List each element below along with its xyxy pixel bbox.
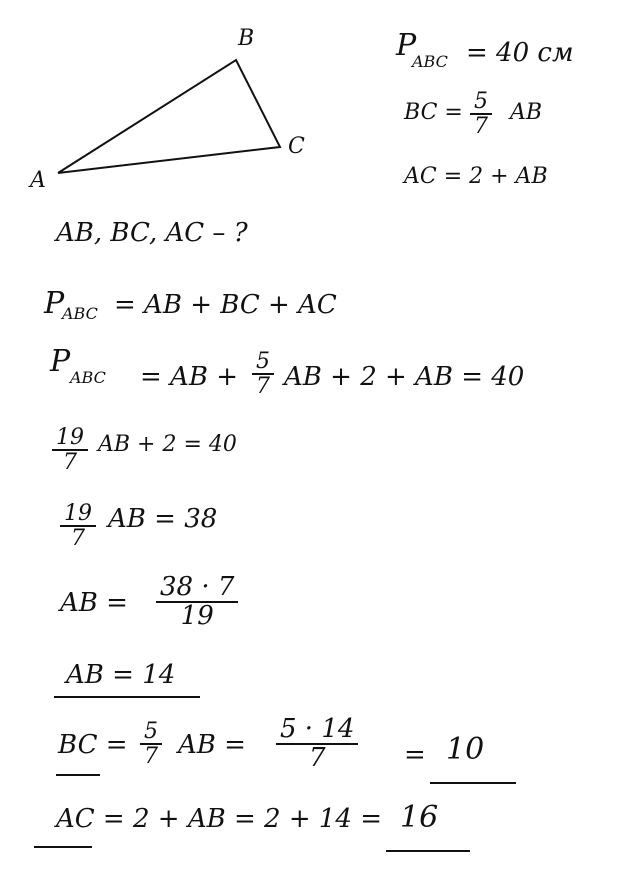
step8-expression: AC = 2 + AB = 2 + 14 = [56, 804, 383, 834]
fraction-numerator: 5 · 14 [276, 716, 358, 745]
step8-result: 16 [400, 800, 439, 835]
fraction-denominator: 7 [256, 374, 270, 400]
step1-p: P [44, 286, 65, 321]
step3-fraction [52, 426, 88, 474]
fraction-denominator: 7 [63, 450, 77, 476]
step2-right: AB + 2 + AB = 40 [284, 362, 525, 392]
step1-sub: ABC [62, 304, 98, 323]
step5-fraction [156, 574, 238, 631]
step7-result: 10 [446, 732, 485, 767]
underline-ab [54, 696, 200, 698]
question-text: AB, BC, AC – ? [56, 218, 248, 248]
step2-left: = AB + [140, 362, 238, 392]
given-perimeter-value: = 40 см [466, 38, 574, 68]
step2-fraction [252, 350, 274, 398]
given-bc-label: BC = [404, 100, 463, 125]
step2-p: P [50, 344, 71, 379]
given-bc-ab: AB [510, 100, 543, 125]
given-bc-fraction [470, 90, 492, 138]
step5-lhs: AB = [60, 588, 128, 618]
underline-bc-result [430, 782, 516, 784]
step2-sub: ABC [70, 368, 106, 387]
fraction-denominator: 19 [180, 601, 214, 632]
step6-result: AB = 14 [66, 660, 176, 690]
fraction-numerator: 5 [140, 720, 162, 745]
step4-fraction [60, 502, 96, 550]
given-perimeter-sub: ABC [412, 52, 448, 71]
step1-rhs: = AB + BC + AC [114, 290, 337, 320]
vertex-label-a: A [30, 168, 46, 193]
step7-equals: = [404, 740, 426, 770]
fraction-denominator: 7 [474, 114, 488, 140]
triangle-outline [58, 60, 280, 173]
vertex-label-c: C [288, 134, 305, 159]
underline-ac-result [386, 850, 470, 852]
step7-middle: AB = [178, 730, 246, 760]
step7-fraction-2 [276, 716, 358, 773]
step4-rhs: AB = 38 [108, 504, 218, 534]
given-perimeter-p: P [396, 28, 417, 63]
fraction-numerator: 5 [470, 90, 492, 115]
vertex-label-b: B [238, 26, 255, 51]
given-ac: AC = 2 + AB [404, 164, 548, 189]
fraction-denominator: 7 [71, 526, 85, 552]
fraction-denominator: 7 [308, 743, 326, 774]
step7-fraction-1 [140, 720, 162, 768]
fraction-denominator: 7 [144, 744, 158, 770]
fraction-numerator: 19 [60, 502, 96, 527]
fraction-numerator: 19 [52, 426, 88, 451]
step3-rhs: AB + 2 = 40 [98, 432, 237, 457]
fraction-numerator: 38 · 7 [156, 574, 238, 603]
step7-lhs: BC = [58, 730, 128, 760]
underline-bc [56, 774, 100, 776]
underline-ac [34, 846, 92, 848]
fraction-numerator: 5 [252, 350, 274, 375]
